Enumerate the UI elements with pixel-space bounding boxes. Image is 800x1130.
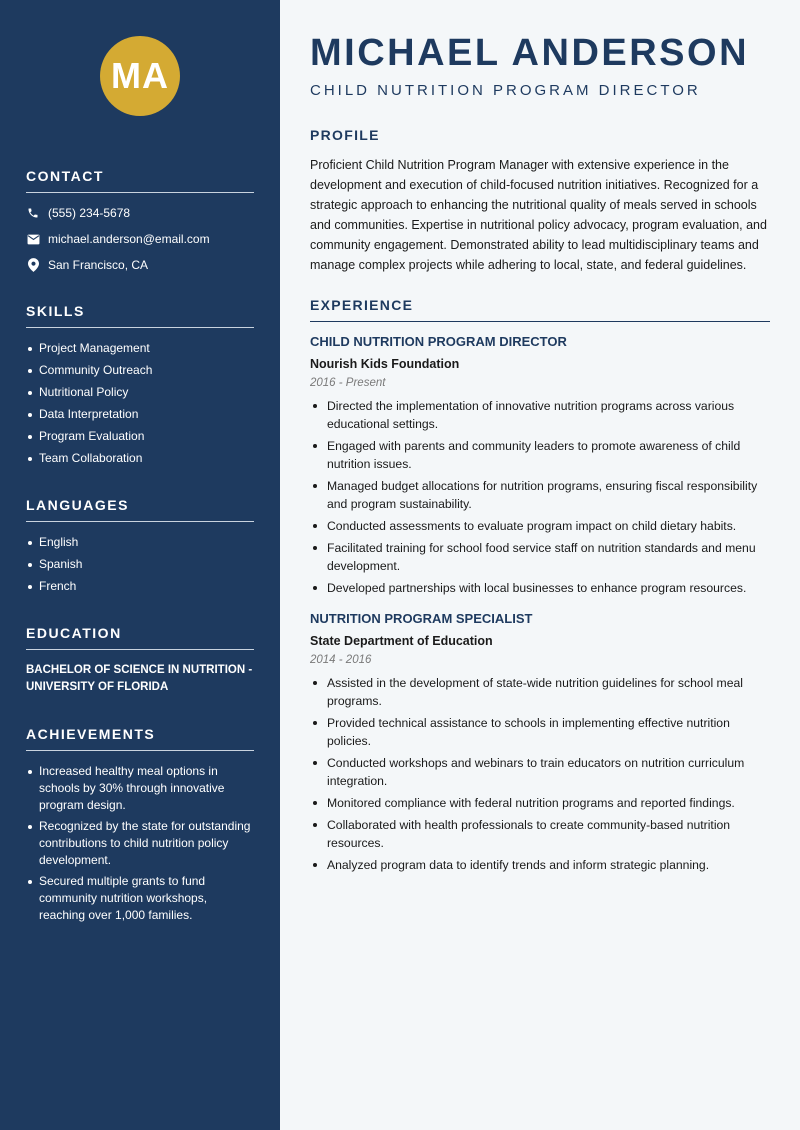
experience-heading: EXPERIENCE bbox=[310, 297, 770, 322]
job-bullet: Directed the implementation of innovative nutrition programs across various educational settings. bbox=[310, 397, 770, 433]
language-item: English bbox=[26, 534, 254, 551]
contact-section bbox=[26, 168, 254, 273]
skill-item: Data Interpretation bbox=[26, 406, 254, 423]
phone-icon bbox=[26, 206, 40, 220]
language-item: Spanish bbox=[26, 556, 254, 573]
job-bullet: Monitored compliance with federal nutrition programs and reported findings. bbox=[310, 794, 770, 812]
achievements-section bbox=[26, 726, 254, 924]
experience-entry bbox=[310, 611, 770, 874]
job-bullet: Developed partnerships with local businesses to enhance program resources. bbox=[310, 579, 770, 597]
education-section bbox=[26, 625, 254, 696]
achievement-item: Recognized by the state for outstanding contributions to child nutrition policy development. bbox=[26, 818, 254, 869]
skill-item: Nutritional Policy bbox=[26, 384, 254, 401]
job-bullet: Conducted assessments to evaluate program impact on child dietary habits. bbox=[310, 517, 770, 535]
profile-heading: PROFILE bbox=[310, 127, 380, 143]
language-item: French bbox=[26, 578, 254, 595]
job-title: NUTRITION PROGRAM SPECIALIST bbox=[310, 611, 533, 626]
job-bullet: Engaged with parents and community leaders to promote awareness of child nutrition issues. bbox=[310, 437, 770, 473]
experience-entry bbox=[310, 334, 770, 597]
job-bullet: Assisted in the development of state-wide nutrition guidelines for school meal programs. bbox=[310, 674, 770, 710]
languages-section bbox=[26, 497, 254, 595]
achievements-list bbox=[26, 763, 254, 924]
job-bullet: Provided technical assistance to schools in implementing effective nutrition policies. bbox=[310, 714, 770, 750]
skills-section bbox=[26, 303, 254, 467]
phone-text: (555) 234-5678 bbox=[48, 206, 131, 220]
education-degree: BACHELOR OF SCIENCE IN NUTRITION - UNIVERSITY OF FLORIDA bbox=[26, 664, 253, 693]
skills-list bbox=[26, 340, 254, 467]
job-bullets bbox=[310, 674, 770, 874]
job-bullet: Collaborated with health professionals to create community-based nutrition resources. bbox=[310, 816, 770, 852]
company-name: Nourish Kids Foundation bbox=[310, 357, 460, 371]
languages-list bbox=[26, 534, 254, 595]
contact-phone bbox=[26, 205, 254, 221]
skill-item: Team Collaboration bbox=[26, 450, 254, 467]
candidate-role: CHILD NUTRITION PROGRAM DIRECTOR bbox=[310, 82, 701, 99]
location-text: San Francisco, CA bbox=[48, 258, 149, 272]
job-dates: 2016 - Present bbox=[310, 377, 386, 389]
education-heading: EDUCATION bbox=[26, 625, 254, 650]
languages-heading: LANGUAGES bbox=[26, 497, 254, 522]
contact-heading: CONTACT bbox=[26, 168, 254, 193]
mail-icon bbox=[26, 232, 40, 246]
location-pin-icon bbox=[26, 258, 40, 272]
job-bullets bbox=[310, 397, 770, 597]
profile-text: Proficient Child Nutrition Program Manager with extensive experience in the development and execution of child-focused nutrition initiatives. Recognized for a strategic approach to enhancing the nutritional quality of meals served in schools and communities. Expertise in nutritional policy advocacy, program evaluation, and community engagement. Demonstrated ability to lead multidisciplinary teams and manage complex projects while adhering to local, state, and federal guidelines. bbox=[310, 158, 767, 272]
job-dates: 2014 - 2016 bbox=[310, 654, 372, 666]
contact-email bbox=[26, 231, 254, 247]
contact-location bbox=[26, 257, 254, 273]
achievement-item: Secured multiple grants to fund community nutrition workshops, reaching over 1,000 families. bbox=[26, 873, 254, 924]
job-title: CHILD NUTRITION PROGRAM DIRECTOR bbox=[310, 334, 567, 349]
achievement-item: Increased healthy meal options in schools by 30% through innovative program design. bbox=[26, 763, 254, 814]
avatar: MA bbox=[100, 36, 180, 116]
candidate-name: MICHAEL ANDERSON bbox=[310, 32, 750, 74]
main-content bbox=[280, 0, 800, 1130]
skill-item: Community Outreach bbox=[26, 362, 254, 379]
skill-item: Program Evaluation bbox=[26, 428, 254, 445]
skill-item: Project Management bbox=[26, 340, 254, 357]
company-name: State Department of Education bbox=[310, 634, 493, 648]
skills-heading: SKILLS bbox=[26, 303, 254, 328]
job-bullet: Managed budget allocations for nutrition programs, ensuring fiscal responsibility and program sustainability. bbox=[310, 477, 770, 513]
job-bullet: Conducted workshops and webinars to train educators on nutrition curriculum integration. bbox=[310, 754, 770, 790]
job-bullet: Analyzed program data to identify trends and inform strategic planning. bbox=[310, 856, 770, 874]
email-text: michael.anderson@email.com bbox=[48, 232, 210, 246]
job-bullet: Facilitated training for school food service staff on nutrition standards and menu development. bbox=[310, 539, 770, 575]
achievements-heading: ACHIEVEMENTS bbox=[26, 726, 254, 751]
sidebar bbox=[0, 0, 280, 1130]
